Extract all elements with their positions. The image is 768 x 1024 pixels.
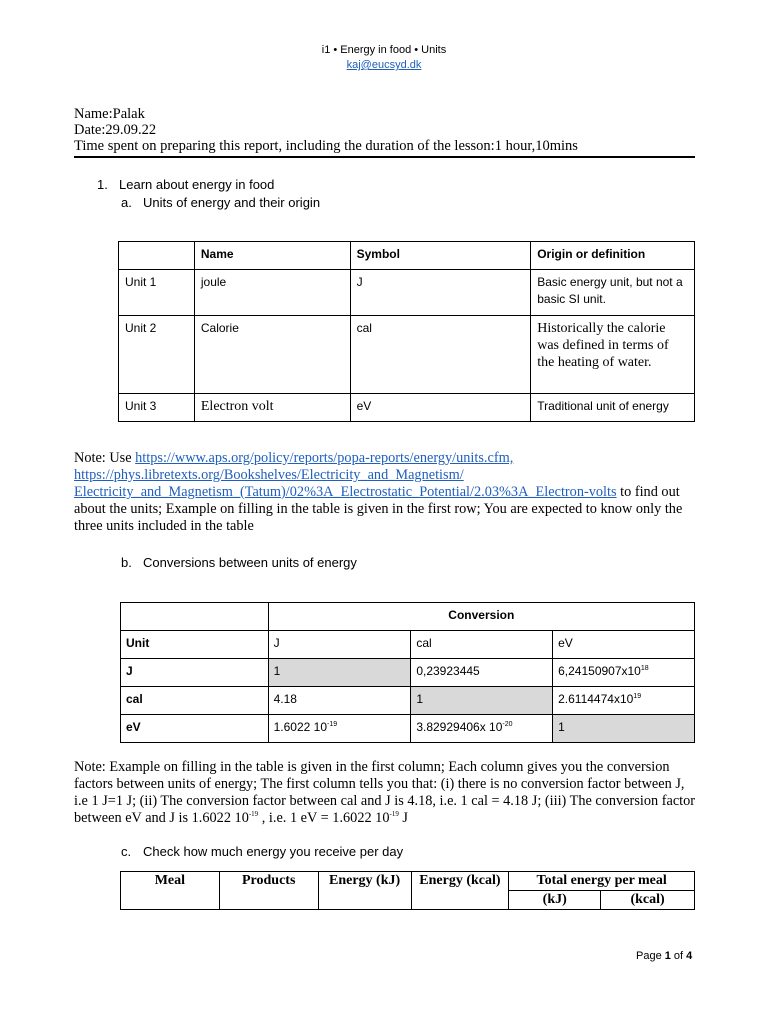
libretexts-link-part1[interactable]: https://phys.libretexts.org/Bookshelves/Electricity_and_Magnetism/ [74, 467, 464, 483]
note-prefix: Note: Use [74, 450, 136, 466]
section-b-title: Conversions between units of energy [143, 555, 357, 570]
row-unit-cal: cal [121, 687, 269, 715]
unit-header: Unit [121, 631, 269, 659]
unit-name: Electron volt [194, 394, 350, 422]
unit-label: Unit 1 [119, 270, 195, 316]
products-header: Products [219, 872, 318, 910]
aps-link[interactable]: https://www.aps.org/policy/reports/popa-reports/energy/units.cfm, [135, 450, 514, 466]
table-row [121, 631, 695, 659]
cell-ev-cal-exp: -20 [502, 721, 513, 728]
report-date: Date:29.09.22 [74, 122, 157, 138]
unit-origin: Traditional unit of energy [531, 394, 695, 422]
unit-symbol: cal [350, 316, 531, 394]
energy-kcal-header: Energy (kcal) [411, 872, 509, 910]
cell-ev-ev: 1 [553, 715, 695, 743]
cell-cal-cal: 1 [411, 687, 553, 715]
energy-kj-header: Energy (kJ) [318, 872, 411, 910]
unit-label: Unit 3 [119, 394, 195, 422]
table-row [121, 715, 695, 743]
total-kj-header: (kJ) [509, 891, 601, 910]
unit-name: Calorie [194, 316, 350, 394]
cell-j-ev-exp: 18 [640, 665, 649, 672]
header-divider [74, 156, 695, 158]
page-header [0, 43, 768, 73]
unit-origin: Basic energy unit, but not a basic SI unit. [531, 270, 695, 316]
note2-text-b: , i.e. 1 eV = 1.6022 10 [258, 810, 390, 826]
table-row [119, 316, 695, 394]
section-b-number: b. [121, 555, 132, 570]
cell-j-ev-base: 6,24150907x10 [558, 664, 641, 678]
cell-ev-cal-base: 3.82929406x 10 [416, 720, 503, 734]
unit-symbol: eV [350, 394, 531, 422]
header-email-link[interactable]: kaj@eucsyd.dk [346, 59, 422, 71]
section-1-number: 1. [97, 177, 108, 192]
unit-name: joule [194, 270, 350, 316]
page-prefix: Page [636, 950, 665, 962]
cell-ev-j-exp: -19 [327, 721, 338, 728]
table-row [121, 872, 695, 891]
note2-text-a: Note: Example on filling in the table is given in the first column; Each column gives you the conversion factors between units of energy; The first column tells you that: (i) there is no conversion factor between J, i.e 1 J=1 J; (ii) The conversion factor between cal and J is 4.18, i.e. 1 cal = 4.18 J; (iii) The conversion factor between eV and J is 1.6022 10 [74, 759, 696, 826]
cell-ev-j [268, 715, 411, 743]
section-c-heading [121, 844, 403, 859]
conversion-note [74, 759, 698, 827]
cell-j-cal: 0,23923445 [411, 659, 553, 687]
student-info [74, 106, 694, 154]
table-row [119, 394, 695, 422]
units-header-name: Name [194, 242, 350, 270]
page-footer [636, 950, 692, 962]
section-a-title: Units of energy and their origin [143, 195, 321, 210]
unit-origin: Historically the calorie was defined in terms of the heating of water. [531, 316, 695, 394]
meal-header: Meal [121, 872, 220, 910]
section-a-number: a. [121, 195, 132, 210]
col-header-cal: cal [411, 631, 553, 659]
units-header-symbol: Symbol [350, 242, 531, 270]
cell-cal-ev-exp: 19 [633, 693, 642, 700]
table-row [121, 687, 695, 715]
time-spent: Time spent on preparing this report, including the duration of the lesson:1 hour,10mins [74, 138, 578, 154]
table-row [121, 659, 695, 687]
table-row [119, 242, 695, 270]
row-unit-ev: eV [121, 715, 269, 743]
row-unit-j: J [121, 659, 269, 687]
units-table [118, 241, 695, 422]
col-header-ev: eV [553, 631, 695, 659]
header-title: i1 • Energy in food • Units [321, 44, 447, 56]
table-row [121, 603, 695, 631]
student-name: Name:Palak [74, 106, 145, 122]
section-b-heading [121, 555, 357, 570]
section-1-heading [97, 177, 274, 192]
units-note [74, 450, 698, 535]
section-1-title: Learn about energy in food [119, 177, 275, 192]
section-c-title: Check how much energy you receive per day [143, 844, 404, 859]
table-row [119, 270, 695, 316]
cell-cal-j: 4.18 [268, 687, 411, 715]
units-header-origin: Origin or definition [531, 242, 695, 270]
cell-j-j: 1 [268, 659, 411, 687]
conversion-header-blank [121, 603, 269, 631]
section-c-number: c. [121, 844, 132, 859]
note2-text-c: J [398, 810, 408, 826]
note2-exp-b: -19 [389, 810, 399, 819]
unit-label: Unit 2 [119, 316, 195, 394]
cell-cal-ev [553, 687, 695, 715]
units-header-blank [119, 242, 195, 270]
note-suffix: to find out about the units; Example on filling in the table is given in the first row; You are expected to know only the three units included in the table [74, 484, 683, 534]
note2-exp-a: -19 [248, 810, 259, 819]
conversion-header: Conversion [268, 603, 694, 631]
section-a-heading [121, 195, 320, 210]
conversion-table [120, 602, 695, 743]
cell-ev-cal [411, 715, 553, 743]
page-total: 4 [686, 950, 693, 962]
cell-cal-ev-base: 2.6114474x10 [558, 692, 634, 706]
page-number: 1 [664, 950, 671, 962]
libretexts-link-part2[interactable]: Electricity_and_Magnetism_(Tatum)/02%3A_Electrostatic_Potential/2.03%3A_Electron-volts [74, 484, 617, 500]
unit-symbol: J [350, 270, 531, 316]
cell-ev-j-base: 1.6022 10 [273, 720, 328, 734]
total-energy-header: Total energy per meal [509, 872, 695, 891]
page-of: of [670, 950, 687, 962]
meal-energy-table [120, 871, 695, 910]
total-kcal-header: (kcal) [601, 891, 695, 910]
cell-j-ev [553, 659, 695, 687]
col-header-j: J [268, 631, 411, 659]
